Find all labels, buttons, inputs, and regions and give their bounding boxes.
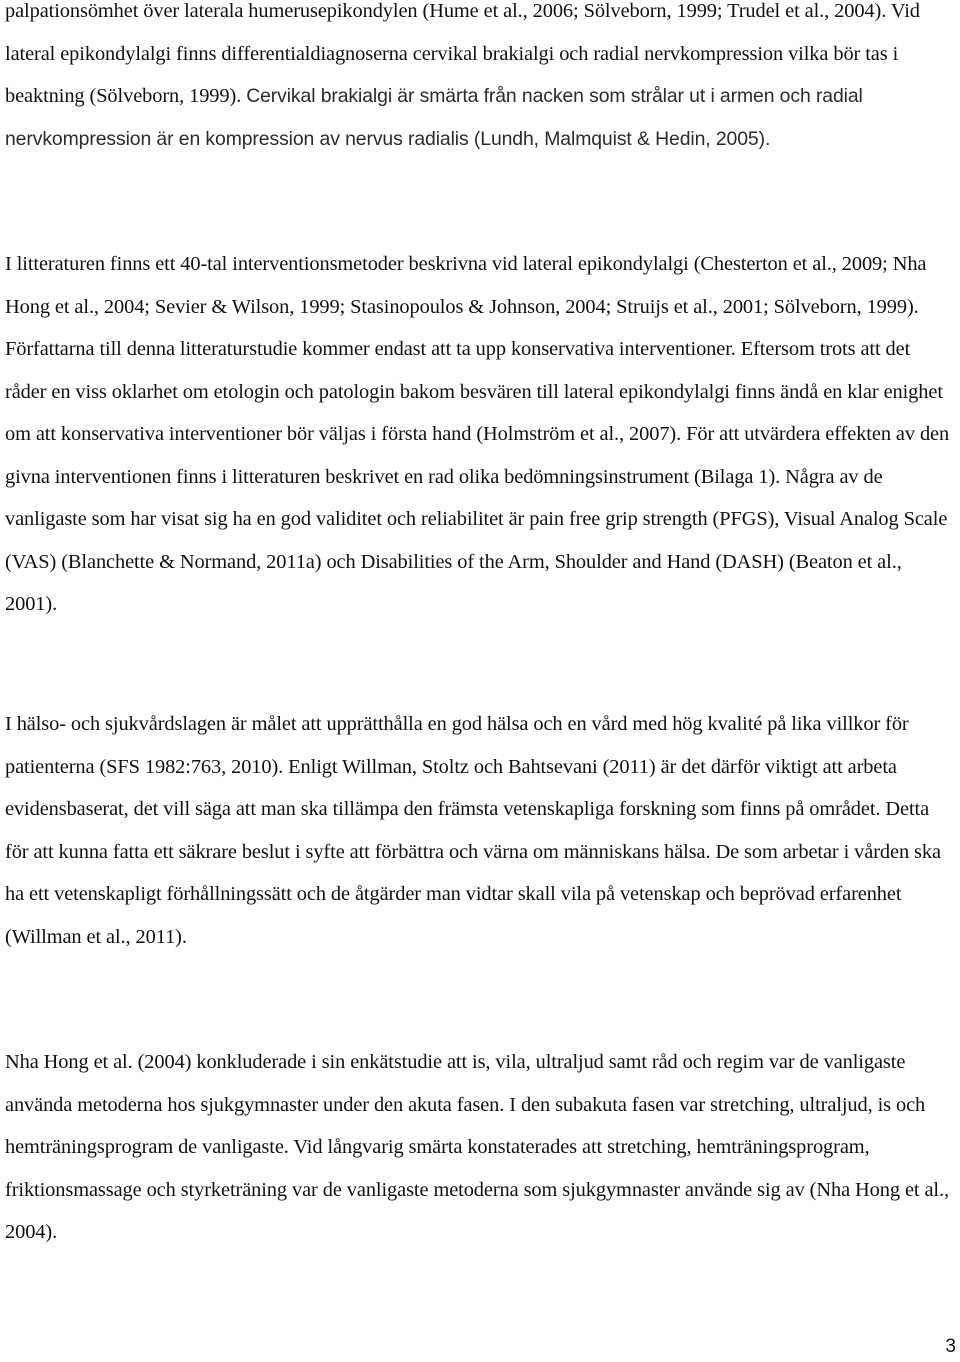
paragraph-text: Nha Hong et al. (2004) konkluderade i sin enkätstudie att is, vila, ultraljud samt råd och regim var de vanligaste använda metoderna hos sjukgymnaster under den akuta fasen. I den subakuta fasen var stretching, ultraljud, is och hemträningsprogram de vanligaste. Vid långvarig smärta konstaterades att stretching, hemträningsprogram, friktionsmassage och styrketräning var de vanligaste metoderna som sjukgymnaster använde sig av (Nha Hong et al., 2004).: [5, 1051, 949, 1243]
paragraph-text-sans: Cervikal brakialgi är smärta från nacken som strålar ut i armen och radial nervkompression är en kompression av nervus radialis (Lundh, Malmquist & Hedin, 2005).: [5, 85, 863, 150]
paragraph-text: I litteraturen finns ett 40-tal interventionsmetoder beskrivna vid lateral epikondylalgi (Chesterton et al., 2009; Nha Hong et al., 2004; Sevier & Wilson, 1999; Stasinopoulos & Johnson, 2004; Struijs et al., 2001; Sölveborn, 1999). Författarna till denna litteraturstudie kommer endast att ta upp konservativa interventioner. Eftersom trots att det råder en viss oklarhet om etologin och patologin bakom besvären till lateral epikondylalgi finns ändå en klar enighet om att konservativa interventioner bör väljas i första hand (Holmström et al., 2007). För att utvärdera effekten av den givna interventionen finns i litteraturen beskrivet en rad olika bedömningsinstrument (Bilaga 1). Några av de vanligaste som har visat sig ha en god validitet och reliabilitet är pain free grip strength (PFGS), Visual Analog Scale (VAS) (Blanchette & Normand, 2011a) och Disabilities of the Arm, Shoulder and Hand (DASH) (Beaton et al., 2001).: [5, 253, 950, 615]
page-number: 3: [945, 1336, 956, 1357]
paragraph-healthcare-law: [5, 703, 955, 958]
paragraph-nha-hong-study: [5, 1041, 955, 1254]
paragraph-text: palpationsömhet över laterala humerusepikondylen (Hume et al., 2006; Sölveborn, 1999; Trudel et al., 2004). Vid lateral epikondylalgi finns differentialdiagnoserna cervikal brakialgi och radial nervkompression vilka bör tas i beaktning (Sölveborn, 1999).: [5, 0, 920, 107]
paragraph-interventions: [5, 243, 955, 626]
paragraph-text: I hälso- och sjukvårdslagen är målet att upprätthålla en god hälsa och en vård med hög kvalité på lika villkor för patienterna (SFS 1982:763, 2010). Enligt Willman, Stoltz och Bahtsevani (2011) är det därför viktigt att arbeta evidensbaserat, det vill säga att man ska tillämpa den främsta vetenskapliga forskning som finns på området. Detta för att kunna fatta ett säkrare beslut i syfte att förbättra och värna om människans hälsa. De som arbetar i vården ska ha ett vetenskapligt förhållningssätt och de åtgärder man vidtar skall vila på vetenskap och beprövad erfarenhet (Willman et al., 2011).: [5, 713, 941, 948]
paragraph-differential-diagnosis: [5, 0, 955, 160]
